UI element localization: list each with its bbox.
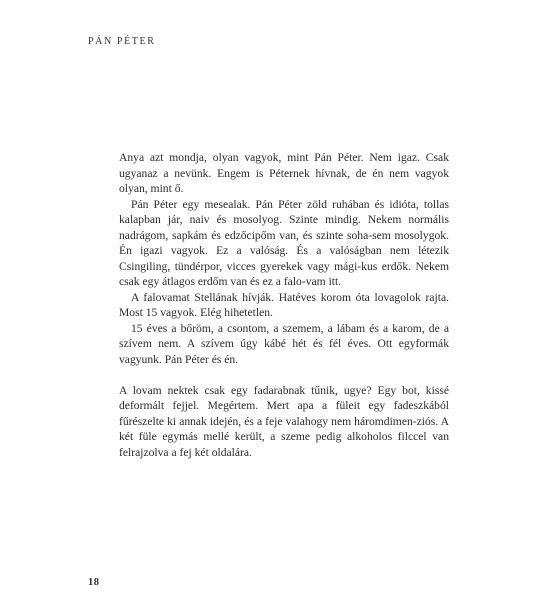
paragraph-3: A falovamat Stellának hívják. Hatéves korom óta lovagolok rajta. Most 15 vagyok. Elég hihetetlen. xyxy=(119,290,449,319)
paragraph-2: Pán Péter egy mesealak. Pán Péter zöld ruhában és idióta, tollas kalapban jár, naiv és mosolyog. Szinte mindig. Nekem normális nadrágom, sapkám és edzőcipőm van, és szinte soha-sem mosolygok. Én igazi vagyok. Ez a valóság. És a valóságban nem létezik Csingiling, tündérpor, vicces gyerekek vagy mági-kus erdők. Nekem csak egy átlagos erdőm van és ez a falo-vam itt. xyxy=(119,197,449,288)
running-head: PÁN PÉTER xyxy=(88,36,156,47)
paragraph-5: A lovam nektek csak egy fadarabnak tűnik, ugye? Egy bot, kissé deformált fejjel. Megértem. Mert apa a füleit egy fadeszkából fűrészelte ki annak idején, és a feje valahogy nem háromdimen-ziós. A két füle egymás mellé került, a szeme pedig alkoholos filccel van felrajzolva a fej két oldalára. xyxy=(119,383,449,459)
page-body xyxy=(119,150,449,460)
paragraph-4: 15 éves a bőröm, a csontom, a szemem, a lábam és a karom, de a szívem nem. A szívem úgy kábé hét és fél éves. Ott egyformák vagyunk. Pán Péter és én. xyxy=(119,321,449,366)
page-number: 18 xyxy=(88,577,100,588)
paragraph-1: Anya azt mondja, olyan vagyok, mint Pán Péter. Nem igaz. Csak ugyanaz a nevünk. Engem is Péternek hívnak, de én nem vagyok olyan, mint ő. xyxy=(119,151,449,195)
section-break xyxy=(119,367,449,383)
